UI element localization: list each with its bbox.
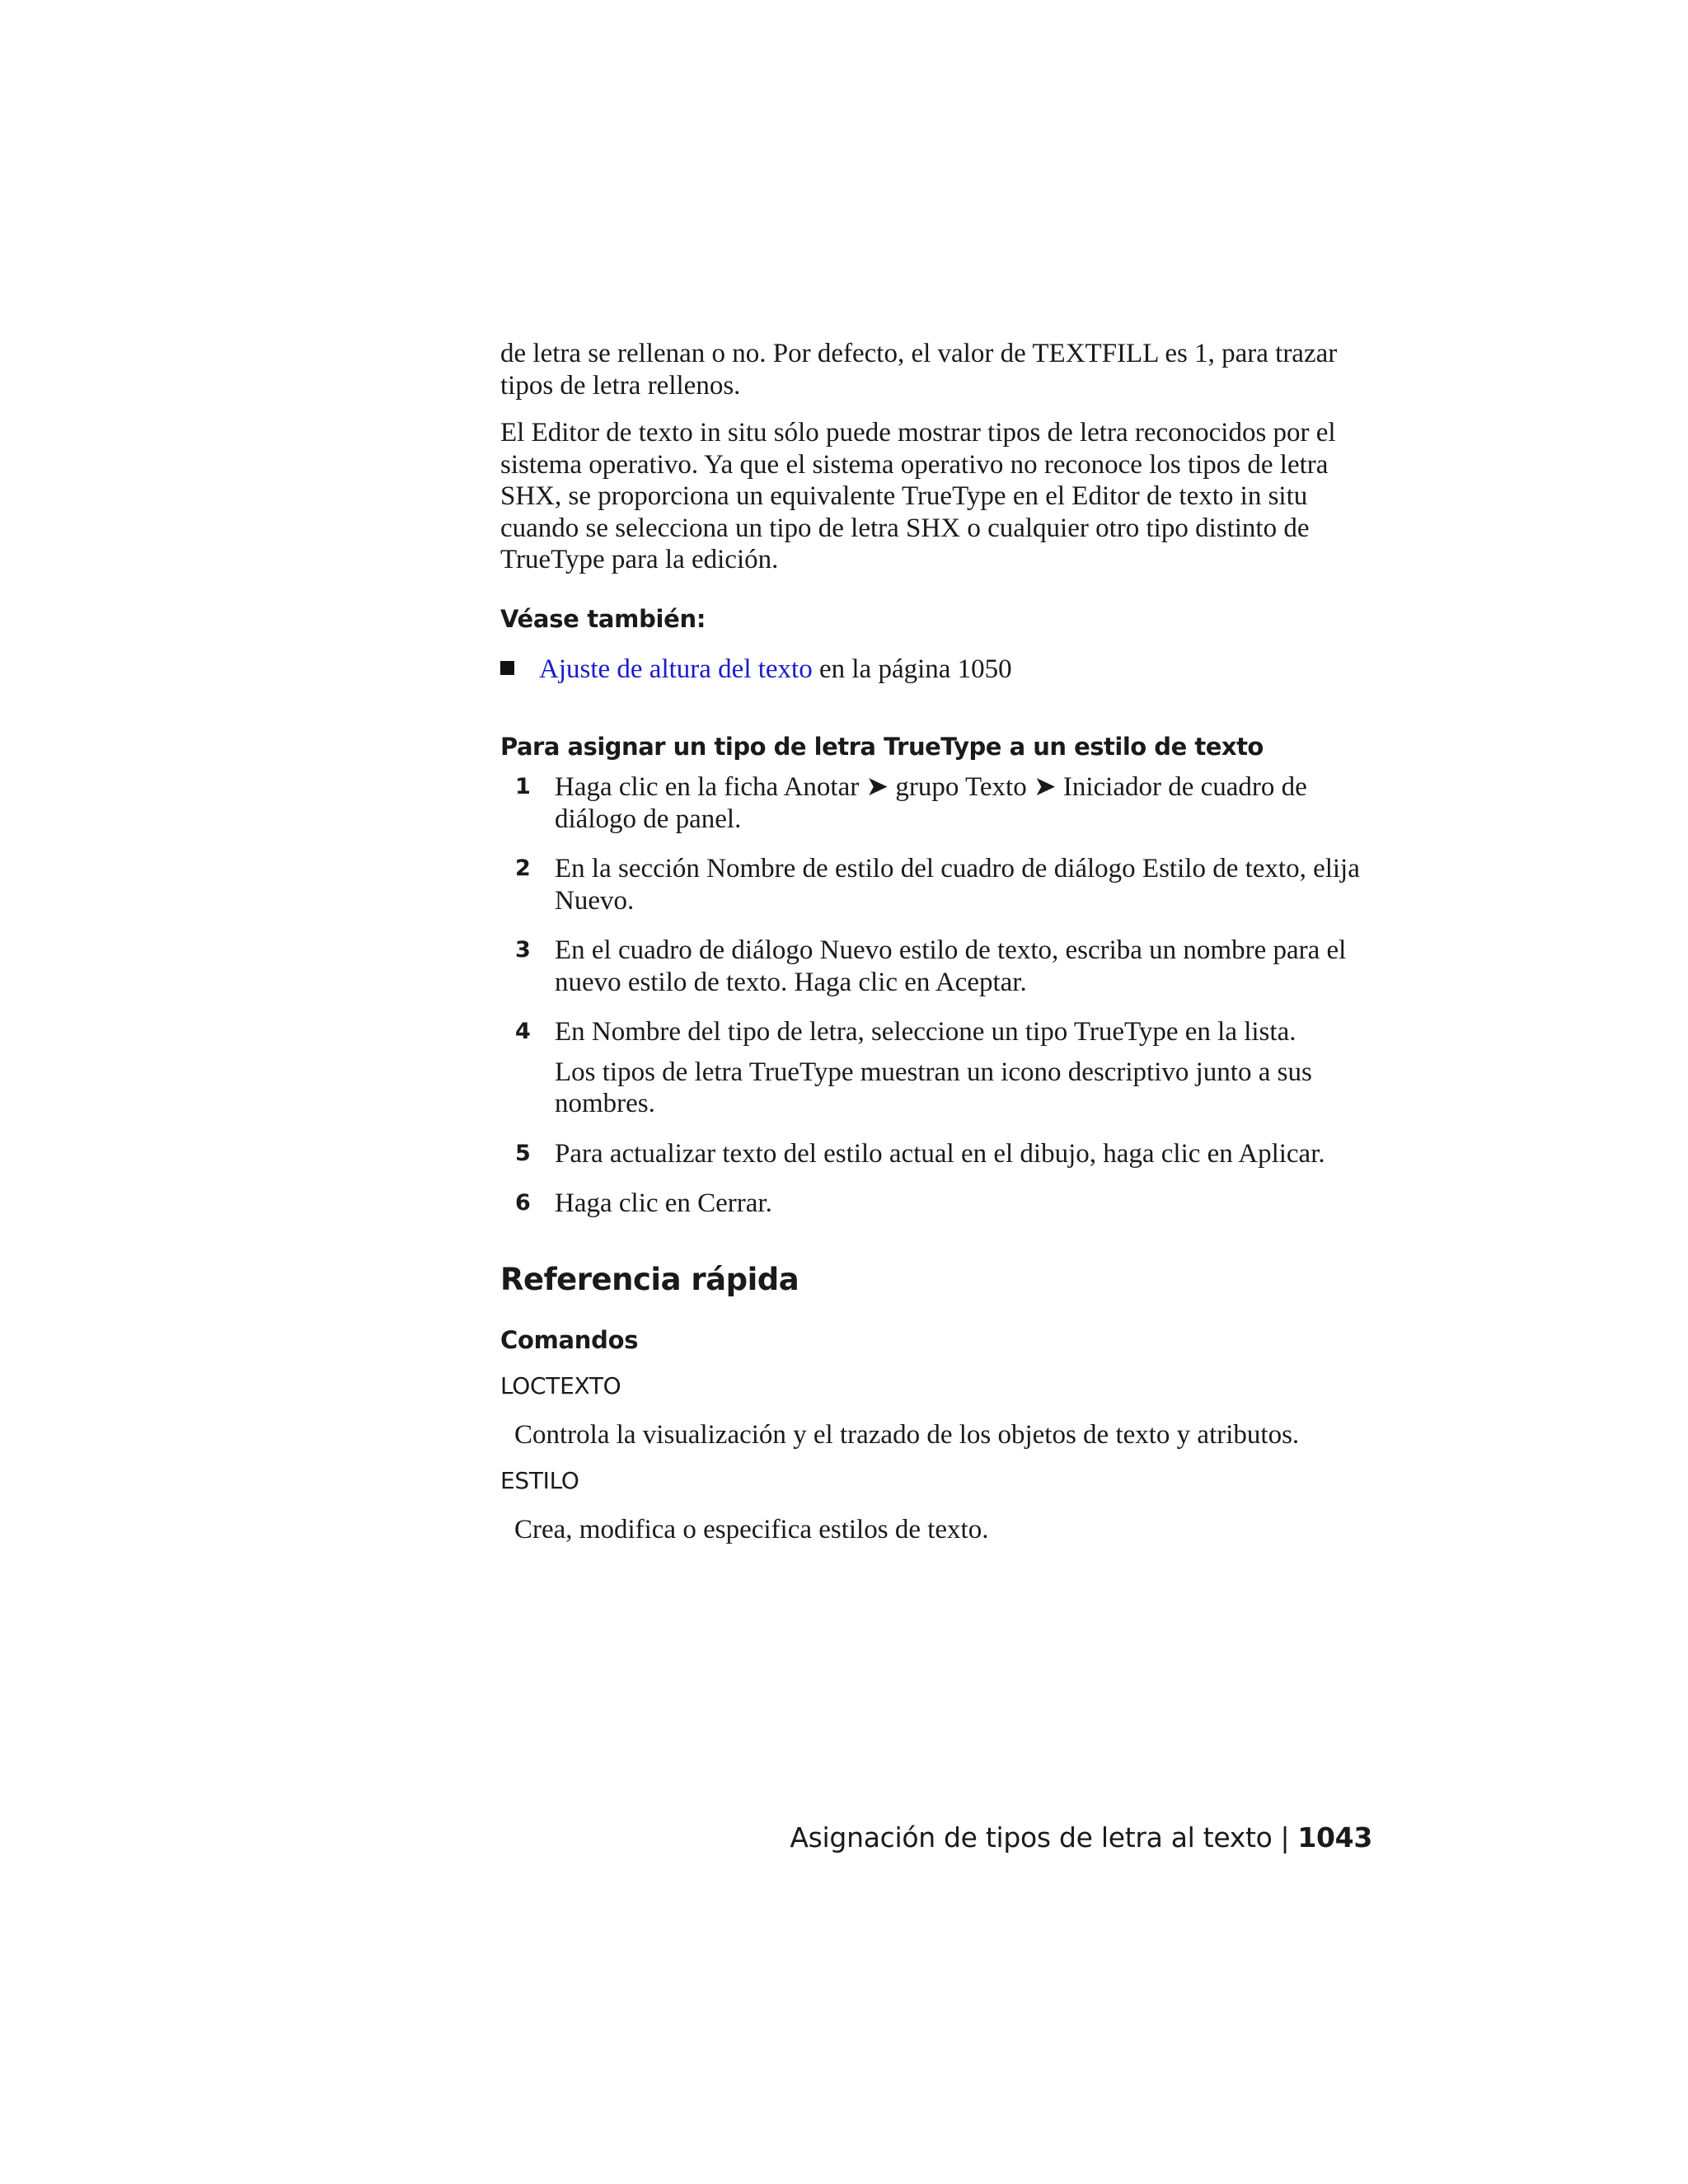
square-bullet-icon [500, 661, 514, 675]
command-name: ESTILO [500, 1467, 579, 1494]
see-also-heading: Véase también: [500, 604, 706, 633]
page-number: 1043 [1297, 1821, 1372, 1854]
body-paragraph: El Editor de texto in situ sólo puede mostrar tipos de letra reconocidos por el sistema operativo. Ya que el sistema operativo no reconoce los tipos de letra SHX, se proporciona un equivalente TrueType en el Editor de texto in situ cuando se selecciona un tipo de letra SHX o cualquier otro tipo distinto de TrueType para la edición. [500, 418, 1336, 574]
step-item [500, 935, 1374, 998]
step-item [500, 771, 1374, 835]
page-reference: en la página 1050 [812, 654, 1012, 684]
step-text: Para actualizar texto del estilo actual en el dibujo, haga clic en Aplicar. [555, 1138, 1325, 1169]
step-text: En Nombre del tipo de letra, seleccione un tipo TrueType en la lista. [555, 1017, 1296, 1047]
step-text: Haga clic en la ficha Anotar ➤ grupo Texto ➤ Iniciador de cuadro de diálogo de panel. [555, 772, 1307, 834]
step-note: Los tipos de letra TrueType muestran un icono descriptivo junto a sus nombres. [555, 1057, 1312, 1118]
body-paragraph: de letra se rellenan o no. Por defecto, el valor de TEXTFILL es 1, para trazar tipos de letra rellenos. [500, 339, 1338, 401]
step-item [500, 1016, 1374, 1120]
step-item [500, 1138, 1374, 1170]
page-content [500, 338, 1374, 1563]
procedure-heading: Para asignar un tipo de letra TrueType a un estilo de texto [500, 733, 1264, 761]
step-number: 5 [515, 1140, 531, 1166]
step-number: 3 [515, 937, 531, 963]
footer-title: Asignación de tipos de letra al texto [790, 1821, 1273, 1854]
command-name: LOCTEXTO [500, 1371, 621, 1399]
see-also-item [500, 654, 1374, 686]
step-number: 1 [515, 774, 531, 799]
quick-reference-heading: Referencia rápida [500, 1261, 799, 1297]
step-number: 2 [515, 855, 531, 881]
command-description: Controla la visualización y el trazado de los objetos de texto y atributos. [514, 1419, 1300, 1450]
command-description: Crea, modifica o especifica estilos de texto. [514, 1515, 989, 1544]
step-text: Haga clic en Cerrar. [555, 1188, 772, 1218]
commands-heading: Comandos [500, 1325, 639, 1354]
step-number: 4 [515, 1019, 531, 1044]
page-footer [790, 1821, 1372, 1854]
step-content [555, 1016, 1374, 1120]
step-text: En el cuadro de diálogo Nuevo estilo de texto, escriba un nombre para el nuevo estilo de texto. Haga clic en Aceptar. [555, 935, 1347, 997]
footer-separator: | [1280, 1821, 1290, 1854]
cross-reference-link[interactable]: Ajuste de altura del texto [539, 654, 813, 684]
see-also-item-text [539, 654, 1012, 686]
step-text: En la sección Nombre de estilo del cuadro de diálogo Estilo de texto, elija Nuevo. [555, 854, 1360, 916]
step-item [500, 1188, 1374, 1220]
procedure-steps [500, 771, 1374, 1220]
step-item [500, 853, 1374, 916]
step-number: 6 [515, 1190, 531, 1216]
